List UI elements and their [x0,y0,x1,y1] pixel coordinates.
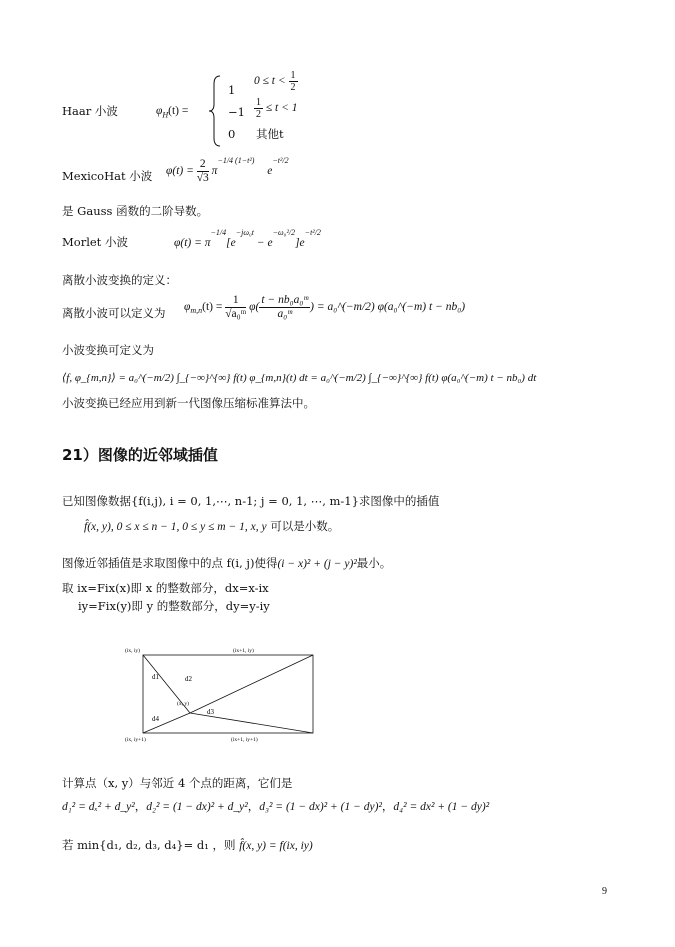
discrete-def-formula: $\varphi_{m,n}(t)$ = $\frac{1}{\text{√a₀ᵐ}}$ φ( $\frac{\text{t − nb₀a₀ᵐ}}{\text{a₀ᵐ}}$ ) = a₀^(−m/2) φ(a₀^(−m) t − nb₀) [184,294,466,320]
morlet-label: Morlet 小波 [62,235,128,249]
distance-eq-2: d₂² = (1 − dx)² + d_y² [146,801,248,813]
conclusion: 若 min{d₁, d₂, d₃, d₄}= d₁ ，则 f̂(x, y) = f(ix, iy) [62,838,313,852]
mexicohat-label: MexicoHat 小波 [62,169,153,183]
transform-note: 小波变换已经应用到新一代图像压缩标准算法中。 [62,396,315,410]
neighbor-diagram [115,643,360,743]
page-number: 9 [602,886,607,897]
interp-line-5: iy=Fix(y)即 y 的整数部分，dy=y-iy [78,599,270,613]
haar-case-2-cond: $\frac{1}{2}$ ≤ t < 1 [256,97,298,120]
distance-equations: d₁² = dₓ² + d_y²，d₂² = (1 − dx)² + d_y²，d₃² = (1 − dx)² + (1 − dy)²，d₄² = dx² + (1 − dy)² [62,801,490,813]
interp-line-3: 图像近邻插值是求取图像中的点 f(i, j)使得(i − x)² + (j − y)²最小。 [62,556,392,570]
distances-intro: 计算点（x, y）与邻近 4 个点的距离，它们是 [62,776,293,790]
line-d4 [143,713,190,733]
transform-formula: ⟨f, φ_{m,n}⟩ = a₀^(−m/2) ∫_{−∞}^{∞} f(t) φ_{m,n}(t) dt = a₀^(−m/2) ∫_{−∞}^{∞} f(t) φ(a₀^(−m) t − nb₀) dt [62,372,537,384]
haar-case-2-value: −1 [228,105,245,119]
discrete-title: 离散小波变换的定义： [62,273,177,287]
morlet-formula: $\varphi(t) = \pi^{-1/4}[e^{-j\omega_0t} - e^{-\omega_0^2/2}]e^{-t^2/2}$ [174,228,321,249]
d3-label: d3 [207,708,214,716]
transform-label: 小波变换可定义为 [62,343,154,357]
haar-case-1-cond: 0 ≤ t < $\frac{1}{2}$ [254,70,296,93]
haar-lhs: $\varphi_H(t)$ = [156,105,189,120]
corner-br-label: (ix+1, iy+1) [231,737,258,743]
discrete-def-label: 离散小波可以定义为 [62,306,166,320]
haar-case-1-value: 1 [228,83,236,97]
section-title: 21）图像的近邻域插值 [62,446,218,464]
gauss-note: 是 Gauss 函数的二阶导数。 [62,204,209,218]
interp-line-1: 已知图像数据{f(i,j), i = 0, 1,⋯, n-1; j = 0, 1, ⋯, m-1}求图像中的插值 [62,494,440,508]
center-label: (x, y) [177,701,189,707]
haar-label: Haar 小波 [62,104,118,118]
distance-eq-4: d₄² = dx² + (1 − dy)² [393,801,490,813]
d2-label: d2 [185,675,192,683]
distance-eq-3: d₃² = (1 − dx)² + (1 − dy)² [259,801,382,813]
interp-line-4: 取 ix=Fix(x)即 x 的整数部分，dx=x-ix [62,581,269,595]
mexicohat-formula: φ(t) = $\frac{2}{√3}$ $\pi^{-1/4 (1-t^2)}$ $e^{-t^2/2}$ [166,155,289,184]
distance-eq-1: d₁² = dₓ² + d_y² [62,801,135,813]
corner-tl-label: (ix, iy) [125,648,140,654]
haar-brace [208,74,222,148]
line-d3 [190,713,313,733]
line-d2 [190,655,313,713]
d1-label: d1 [152,673,159,681]
haar-case-3-cond: 其他t [256,127,284,141]
corner-bl-label: (ix, iy+1) [125,737,146,743]
haar-case-3-value: 0 [228,127,236,141]
d4-label: d4 [152,715,159,723]
interp-line-2: f̂(x, y), 0 ≤ x ≤ n − 1, 0 ≤ y ≤ m − 1, x, y 可以是小数。 [84,519,340,533]
corner-tr-label: (ix+1, iy) [233,648,254,654]
